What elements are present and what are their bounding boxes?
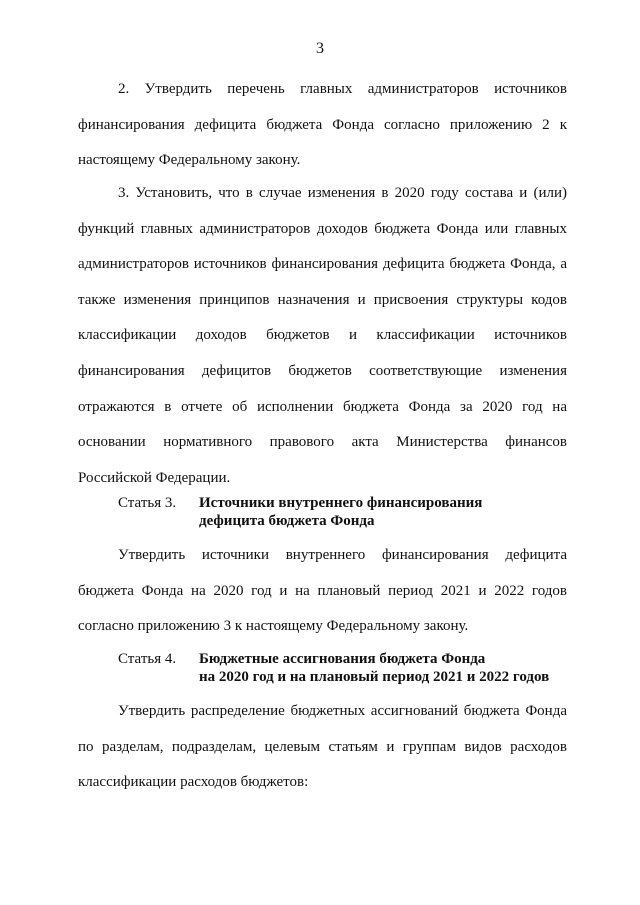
paragraph-3-block xyxy=(78,176,567,496)
paragraph-3: 3. Установить, что в случае изменения в 2020 году состава и (или) функций главных администраторов доходов бюджета Фонда или главных администраторов источников финансирования дефицита бюджета Фонда, а также изменения принципов назначения и присвоения структуры кодов классификации доходов бюджетов и классификации источников финансирования дефицитов бюджетов соответствующие изменения отражаются в отчете об исполнении бюджета Фонда за 2020 год на основании нормативного правового акта Министерства финансов Российской Федерации. xyxy=(78,185,567,486)
article-3-text: Утвердить источники внутреннего финансирования дефицита бюджета Фонда на 2020 год и на плановый период 2021 и 2022 годов согласно приложению 3 к настоящему Федеральному закону. xyxy=(78,547,567,635)
article-3-title: Источники внутреннего финансирования дефицита бюджета Фонда xyxy=(199,495,483,529)
article-4-title: Бюджетные ассигнования бюджета Фонда на 2020 год и на плановый период 2021 и 2022 годов xyxy=(199,651,550,685)
article-4-text: Утвердить распределение бюджетных ассигнований бюджета Фонда по разделам, подразделам, целевым статьям и группам видов расходов классификации расходов бюджетов: xyxy=(78,703,567,791)
paragraph-2: 2. Утвердить перечень главных администраторов источников финансирования дефицита бюджета Фонда согласно приложению 2 к настоящему Федеральному закону. xyxy=(78,81,567,169)
page-number: 3 xyxy=(316,40,324,57)
article-4-body xyxy=(78,694,567,801)
article-4-label: Статья 4. xyxy=(118,651,177,667)
article-3-label: Статья 3. xyxy=(118,495,177,511)
paragraph-2-block xyxy=(78,72,567,179)
article-3-body xyxy=(78,538,567,645)
